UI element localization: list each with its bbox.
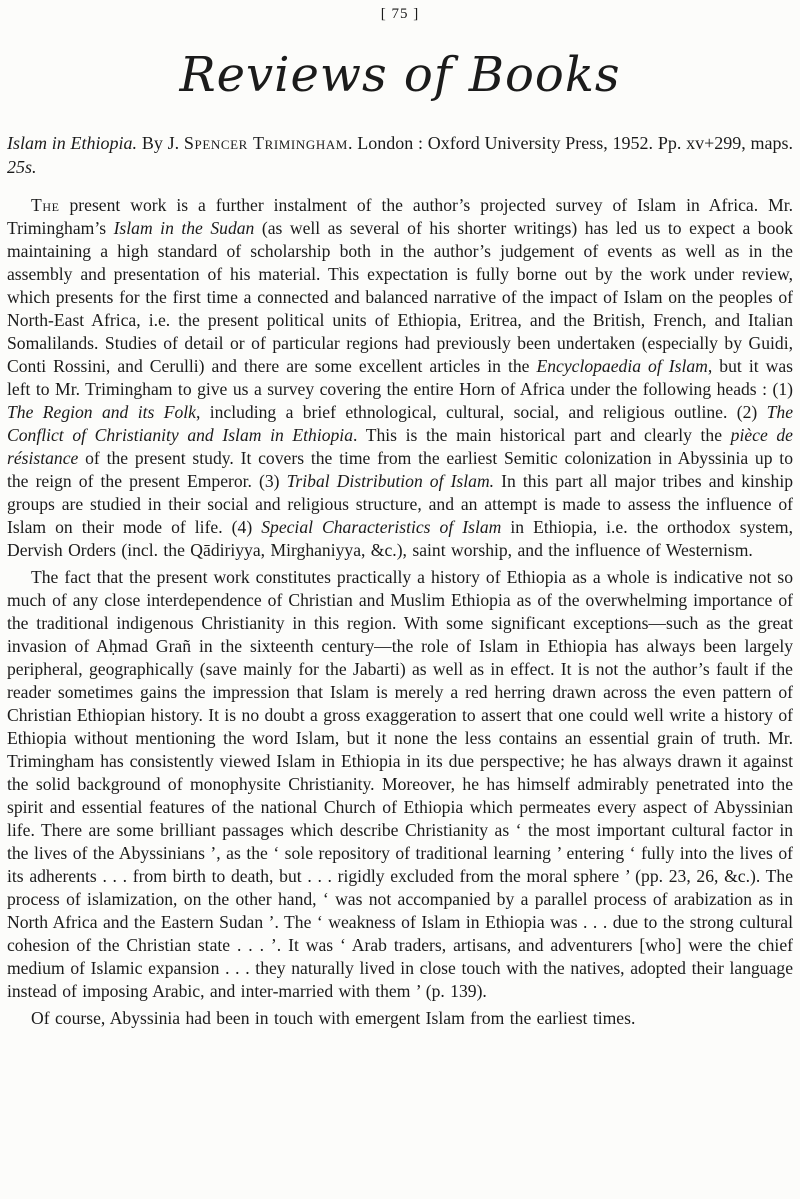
- text-segment: pièce de résistance: [7, 424, 793, 468]
- page-number: [ 75 ]: [380, 6, 420, 22]
- text-segment: present work is a further instalment of the author’s projected survey of Islam in Africa. Mr. Trimingham’s: [7, 194, 793, 238]
- text-segment: in Ethiopia, i.e. the orthodox system, Dervish Orders (incl. the Qādiriyya, Mirghaniyya, &c.), saint worship, and the influence of Westernism.: [7, 516, 793, 560]
- review-paragraph-2: [7, 566, 793, 1003]
- text-segment: In this part all major tribes and kinship groups are studied in their social and religious structure, and an attempt is made to assess the influence of Islam on their mode of life. (4): [7, 470, 794, 537]
- text-segment: . London : Oxford University Press, 1952. Pp. xv+299, maps.: [347, 132, 794, 153]
- text-segment: (as well as several of his shorter writings) has led us to expect a book maintaining a high standard of scholarship both in the author’s judgement of events as well as in the assembly and presentation of his material. This expectation is fully borne out by the work under review, which presents for the first time a connected and balanced narrative of the impact of Islam on the peoples of North-East Africa, i.e. the present political units of Ethiopia, Eritrea, and the British, French, and Italian Somalilands. Studies of detail or of particular regions had previously been undertaken (especially by Guidi, Conti Rossini, and Cerulli) and there are some excellent articles in the: [7, 217, 793, 376]
- text-segment: The fact that the present work constitutes practically a history of Ethiopia as a whole is indicative not so much of any close interdependence of Christian and Muslim Ethiopia as of the overwhelming importance of the traditional indigenous Christianity in this region. With some significant exceptions—such as the great invasion of Aḥmad Grañ in the sixteenth century—the role of Islam in Ethiopia has always been largely peripheral, geographically (save mainly for the Jabarti) as well as in effect. It is not the author’s fault if the reader sometimes gains the impression that Islam is merely a red herring drawn across the even pattern of Christian Ethiopian history. It is no doubt a gross exaggeration to assert that one could well write a history of Ethiopia without mentioning the word Islam, but it none the less contains an essential grain of truth. Mr. Trimingham has consistently viewed Islam in Ethiopia in its due perspective; he has always drawn it against the solid background of monophysite Christianity. Moreover, he has himself admirably penetrated into the spirit and essential features of the national Church of Ethiopia which permeates every aspect of Abyssinian life. There are some brilliant passages which describe Christianity as ‘ the most important cultural factor in the lives of the Abyssinians ’, as the ‘ sole repository of traditional learning ’ entering ‘ fully into the lives of its adherents . . . from birth to death, but . . . rigidly excluded from the moral sphere ’ (pp. 23, 26, &c.). The process of islamization, on the other hand, ‘ was not accompanied by a parallel process of arabization as in North Africa and the Eastern Sudan ’. The ‘ weakness of Islam in Ethiopia was . . . due to the strong cultural cohesion of the Christian state . . . ’. It was ‘ Arab traders, artisans, and adventurers [who] were the chief medium of Islamic expansion . . . they naturally lived in close touch with the natives, adopted their language instead of imposing Arabic, and inter-married with them ’ (p. 139).: [7, 566, 793, 1001]
- text-segment: The Region and its Folk: [7, 401, 196, 422]
- text-segment: , including a brief ethnological, cultural, social, and religious outline. (2): [195, 401, 767, 422]
- text-segment: , but it was left to Mr. Trimingham to give us a survey covering the entire Horn of Africa under the following heads : (1): [7, 355, 793, 399]
- text-segment: of the present study. It covers the time from the earliest Semitic colonization in Abyssinia up to the reign of the present Emperor. (3): [7, 447, 793, 491]
- text-segment: The Conflict of Christianity and Islam in Ethiopia: [7, 401, 793, 445]
- review-body: [7, 194, 793, 1030]
- text-segment: Spencer Trimingham: [183, 132, 348, 153]
- review-paragraph-3: [7, 1007, 793, 1030]
- text-segment: By J.: [137, 132, 184, 153]
- text-segment: Tribal Distribution of Islam.: [286, 470, 495, 491]
- text-segment: 25s.: [7, 156, 37, 177]
- review-citation: [7, 131, 793, 179]
- text-segment: Islam in Ethiopia.: [7, 132, 138, 153]
- text-segment: Encyclopaedia of Islam: [536, 355, 708, 376]
- text-segment: . This is the main historical part and clearly the: [353, 424, 731, 445]
- section-title: Reviews of Books: [179, 47, 621, 103]
- text-segment: The: [31, 194, 60, 215]
- text-segment: Islam in the Sudan: [113, 217, 255, 238]
- text-segment: Special Characteristics of Islam: [261, 516, 502, 537]
- text-segment: Of course, Abyssinia had been in touch with emergent Islam from the earliest times.: [31, 1007, 636, 1028]
- review-paragraph-1: [7, 194, 793, 562]
